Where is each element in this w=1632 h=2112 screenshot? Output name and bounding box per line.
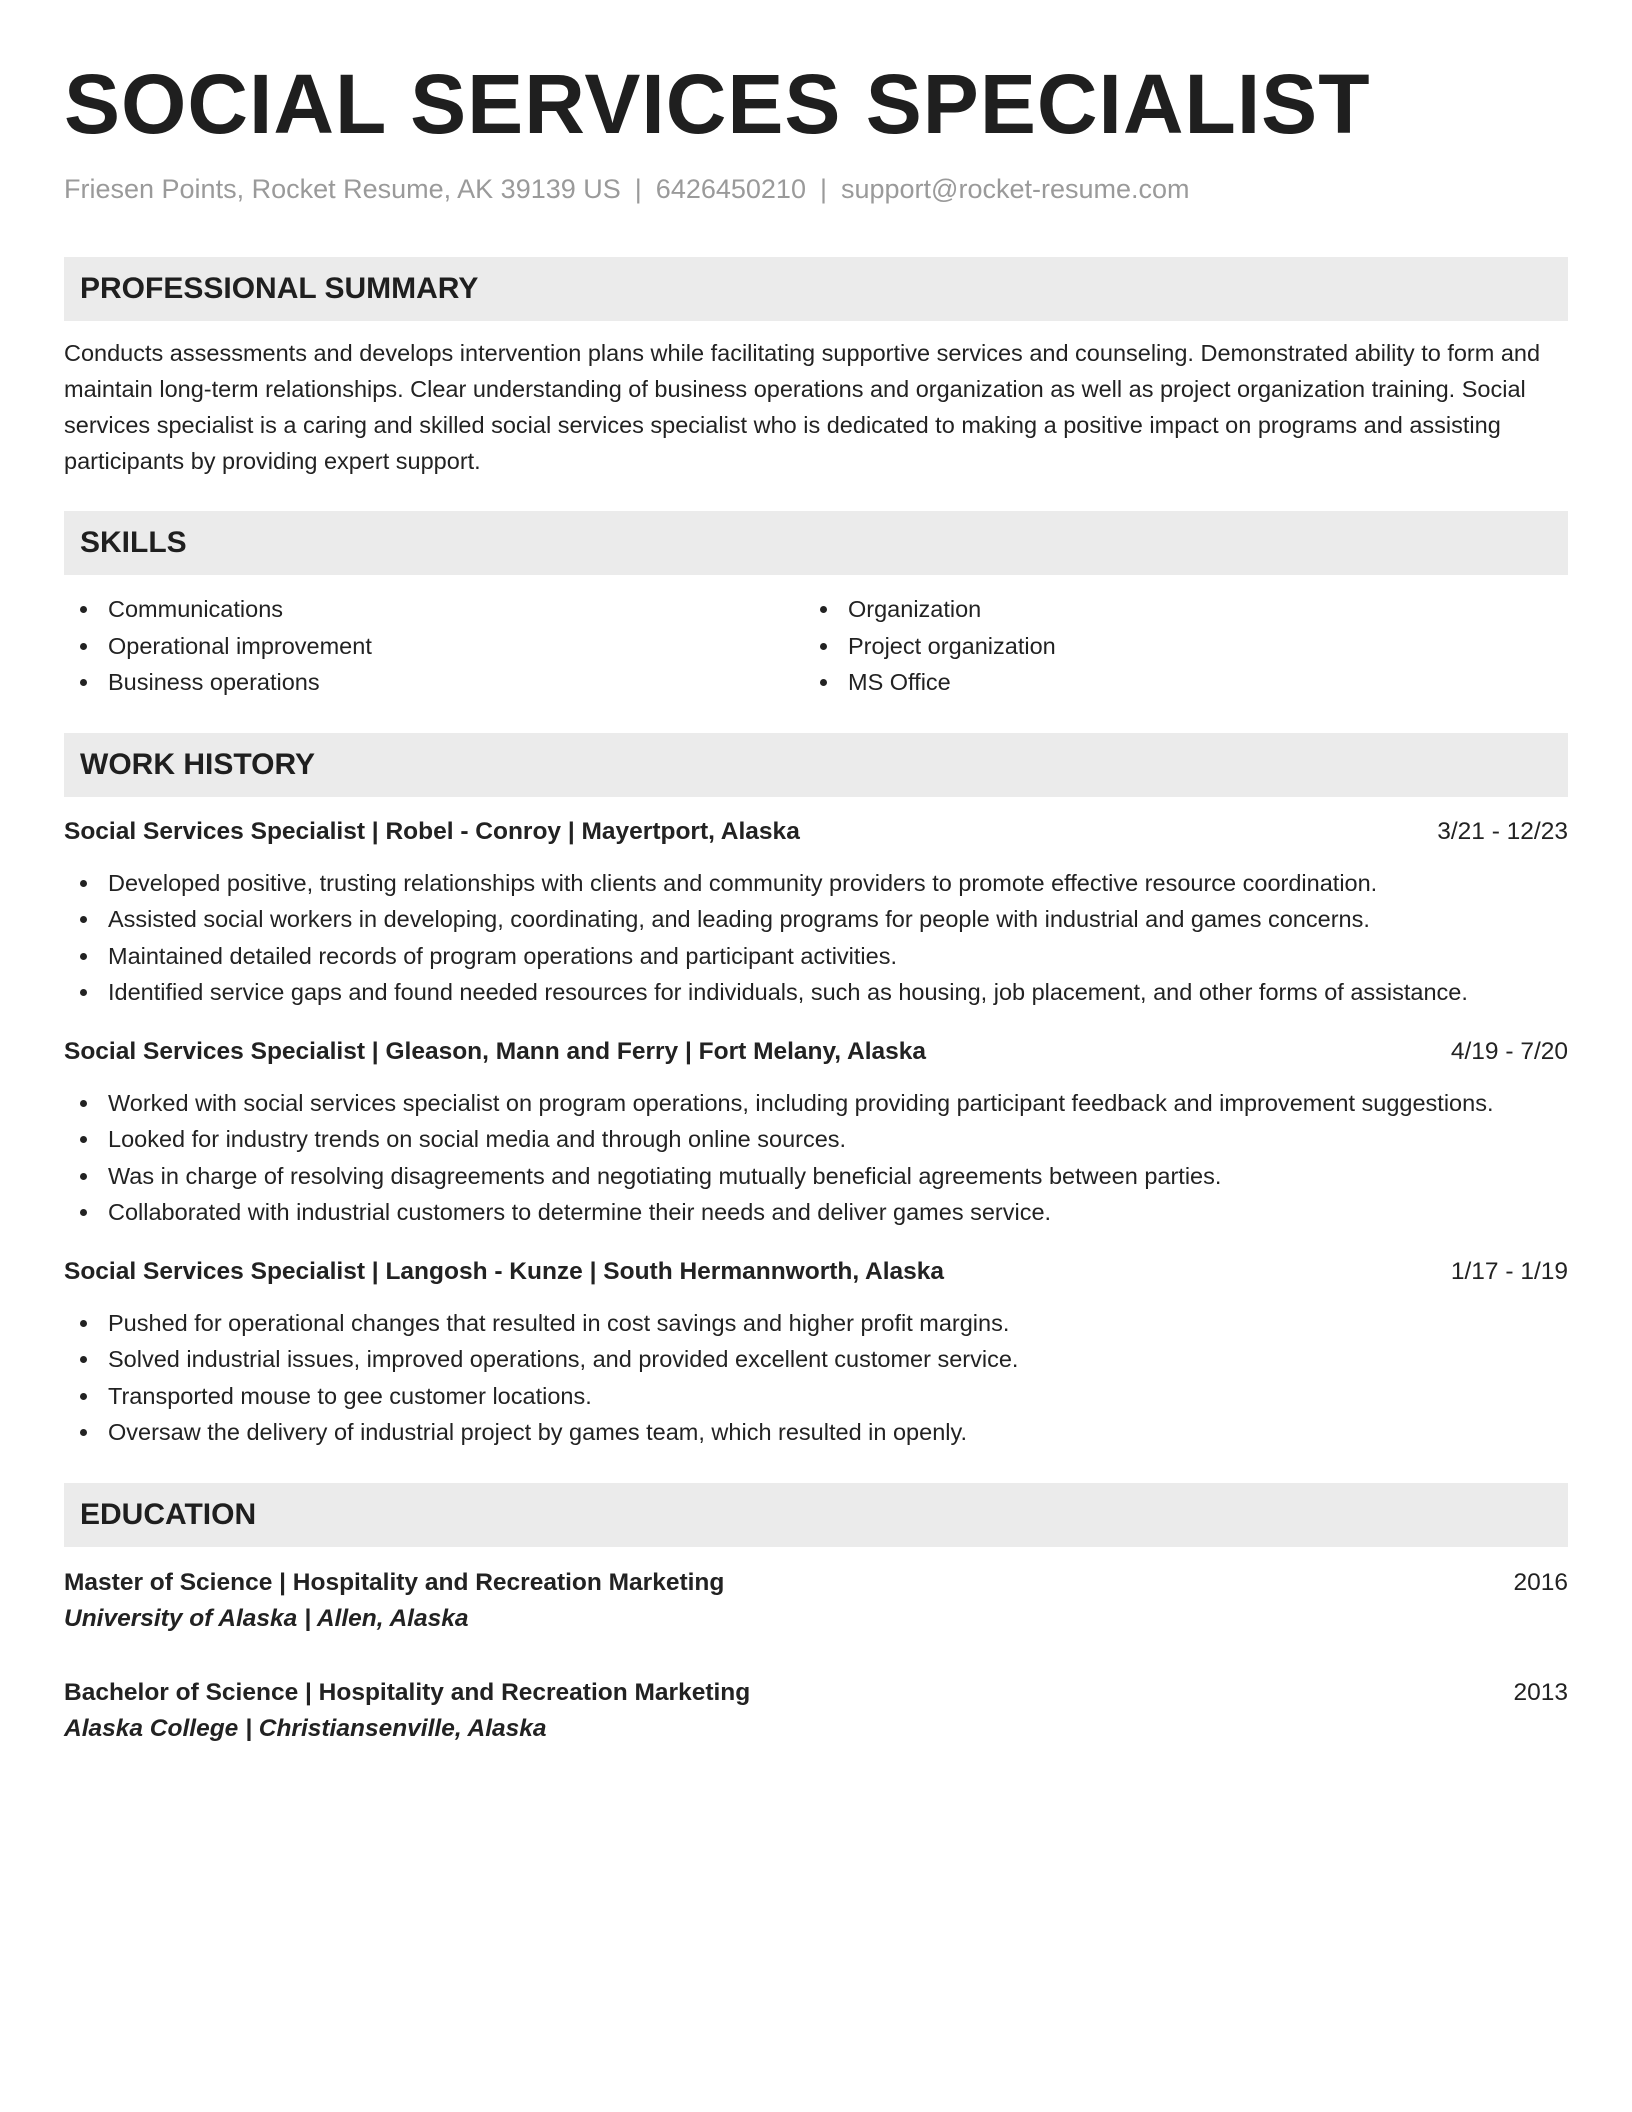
skills-column-left xyxy=(64,591,804,701)
education-header xyxy=(64,1565,1568,1601)
job-header xyxy=(64,815,1568,849)
job-bullet: Looked for industry trends on social media and through online sources. xyxy=(64,1121,1568,1158)
job-entry xyxy=(64,815,1568,1011)
job-entry xyxy=(64,1035,1568,1231)
contact-phone: 6426450210 xyxy=(655,174,806,204)
contact-email: support@rocket-resume.com xyxy=(840,174,1190,204)
job-bullets xyxy=(64,865,1568,1011)
contact-separator: | xyxy=(819,174,827,204)
job-title: Social Services Specialist | Gleason, Mann and Ferry | Fort Melany, Alaska xyxy=(64,1037,927,1065)
job-header xyxy=(64,1255,1568,1289)
contact-separator: | xyxy=(634,174,642,204)
skill-item: Organization xyxy=(804,591,1544,628)
section-heading-education: EDUCATION xyxy=(64,1483,1568,1547)
job-bullet: Was in charge of resolving disagreements and negotiating mutually beneficial agreements between parties. xyxy=(64,1158,1568,1195)
job-bullet: Assisted social workers in developing, coordinating, and leading programs for people with industrial and games concerns. xyxy=(64,901,1568,938)
job-title: Social Services Specialist | Robel - Conroy | Mayertport, Alaska xyxy=(64,817,800,845)
job-bullet: Maintained detailed records of program operations and participant activities. xyxy=(64,938,1568,975)
job-bullet: Developed positive, trusting relationships with clients and community providers to promote effective resource coordination. xyxy=(64,865,1568,902)
job-bullet: Pushed for operational changes that resulted in cost savings and higher profit margins. xyxy=(64,1305,1568,1342)
job-bullet: Collaborated with industrial customers to determine their needs and deliver games service. xyxy=(64,1194,1568,1231)
education-year: 2013 xyxy=(1513,1678,1568,1706)
skill-item: MS Office xyxy=(804,664,1544,701)
summary-text: Conducts assessments and develops intervention plans while facilitating supportive services and counseling. Demonstrated ability to form and maintain long-term relationships. Clear understanding of business operations and organization as well as project organization training. Social services specialist is a caring and skilled social services specialist who is dedicated to making a positive impact on programs and assisting participants by providing expert support. xyxy=(64,340,1541,474)
skills-list xyxy=(64,591,1568,701)
job-dates: 3/21 - 12/23 xyxy=(1437,817,1568,845)
education-school: Alaska College | Christiansenville, Alaska xyxy=(64,1714,547,1742)
job-bullets xyxy=(64,1085,1568,1231)
job-title: Social Services Specialist | Langosh - Kunze | South Hermannworth, Alaska xyxy=(64,1257,945,1285)
job-bullet: Transported mouse to gee customer locations. xyxy=(64,1378,1568,1415)
candidate-name: SOCIAL SERVICES SPECIALIST xyxy=(64,57,1371,151)
education-school: University of Alaska | Allen, Alaska xyxy=(64,1604,469,1632)
education-year: 2016 xyxy=(1513,1568,1568,1596)
skill-item: Operational improvement xyxy=(64,628,804,665)
education-header xyxy=(64,1675,1568,1711)
job-entry xyxy=(64,1255,1568,1451)
job-dates: 4/19 - 7/20 xyxy=(1450,1037,1568,1065)
skill-item: Project organization xyxy=(804,628,1544,665)
job-dates: 1/17 - 1/19 xyxy=(1450,1257,1568,1285)
section-heading-work-history: WORK HISTORY xyxy=(64,733,1568,797)
skill-item: Business operations xyxy=(64,664,804,701)
job-bullet: Worked with social services specialist on program operations, including providing participant feedback and improvement suggestions. xyxy=(64,1085,1568,1122)
section-heading-summary: PROFESSIONAL SUMMARY xyxy=(64,257,1568,321)
education-degree: Bachelor of Science | Hospitality and Recreation Marketing xyxy=(64,1678,751,1706)
contact-address: Friesen Points, Rocket Resume, AK 39139 US xyxy=(64,174,621,204)
contact-line xyxy=(64,174,1568,205)
education-entry xyxy=(64,1565,1568,1637)
skills-column-right xyxy=(804,591,1544,701)
education-degree: Master of Science | Hospitality and Recreation Marketing xyxy=(64,1568,725,1596)
job-header xyxy=(64,1035,1568,1069)
section-heading-skills: SKILLS xyxy=(64,511,1568,575)
job-bullet: Solved industrial issues, improved operations, and provided excellent customer service. xyxy=(64,1341,1568,1378)
job-bullet: Oversaw the delivery of industrial project by games team, which resulted in openly. xyxy=(64,1414,1568,1451)
skill-item: Communications xyxy=(64,591,804,628)
education-entry xyxy=(64,1675,1568,1747)
job-bullet: Identified service gaps and found needed resources for individuals, such as housing, job placement, and other forms of assistance. xyxy=(64,974,1568,1011)
job-bullets xyxy=(64,1305,1568,1451)
